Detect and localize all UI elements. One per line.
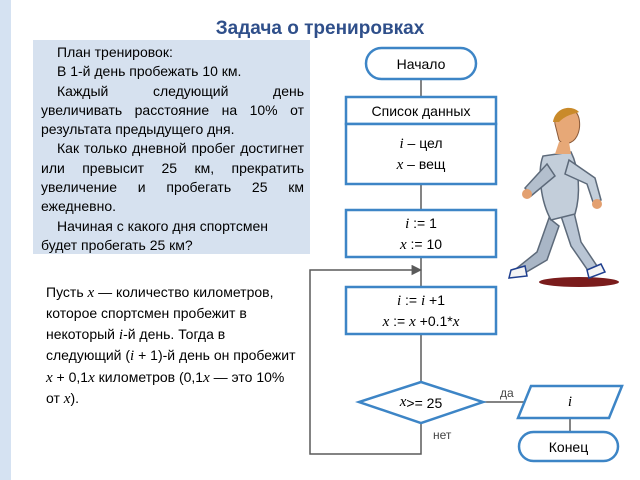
var-i: i bbox=[118, 326, 124, 343]
task-plan-heading: План тренировок: bbox=[57, 44, 173, 60]
end-label: Конец bbox=[548, 438, 589, 455]
var-i: i bbox=[130, 348, 135, 365]
task-day-one: В 1-й день пробежать 10 км. bbox=[57, 63, 242, 80]
yes-branch-label: да bbox=[500, 386, 514, 400]
var-x: x bbox=[63, 391, 71, 408]
no-branch-label: нет bbox=[433, 428, 452, 442]
running-athlete-icon bbox=[497, 102, 625, 288]
task-question: Начиная с какого дня спортсмен будет пробегать 25 км? bbox=[41, 217, 268, 253]
init-statements: i := 1 x := 10 bbox=[399, 214, 443, 253]
var-x: x bbox=[88, 369, 95, 386]
task-increase-rule: Каждый следующий день увеличивать расстояние на 10% от результата предыдущего дня. bbox=[41, 82, 304, 138]
data-list-header: Список данных bbox=[371, 102, 471, 119]
var-i: i bbox=[399, 136, 404, 152]
var-x: x bbox=[203, 369, 210, 386]
condition-label: x >= 25 bbox=[399, 394, 443, 411]
step-statements: i := i +1 x := x +0.1*x bbox=[382, 291, 460, 330]
var-x: x bbox=[46, 369, 53, 386]
var-x: x bbox=[87, 285, 95, 301]
output-label: i bbox=[567, 393, 573, 410]
start-label: Начало bbox=[396, 55, 446, 72]
task-stop-rule: Как только дневной пробег достигнет или превысит 25 км, прекратить увеличение и пробегать 25 км ежедневно. bbox=[41, 140, 304, 215]
explanation-text: Пусть x — количество километров, которое спортсмен пробежит в некоторый i-й день. Тогда в следующий (i + 1)-й день он пробежит x + 0,1x километров (0,1x — это 10% от x). bbox=[46, 284, 296, 408]
slide-title: Задача о тренировках bbox=[215, 18, 425, 39]
data-declarations: i – цел x – вещ bbox=[396, 135, 446, 173]
var-x: x bbox=[396, 157, 404, 173]
